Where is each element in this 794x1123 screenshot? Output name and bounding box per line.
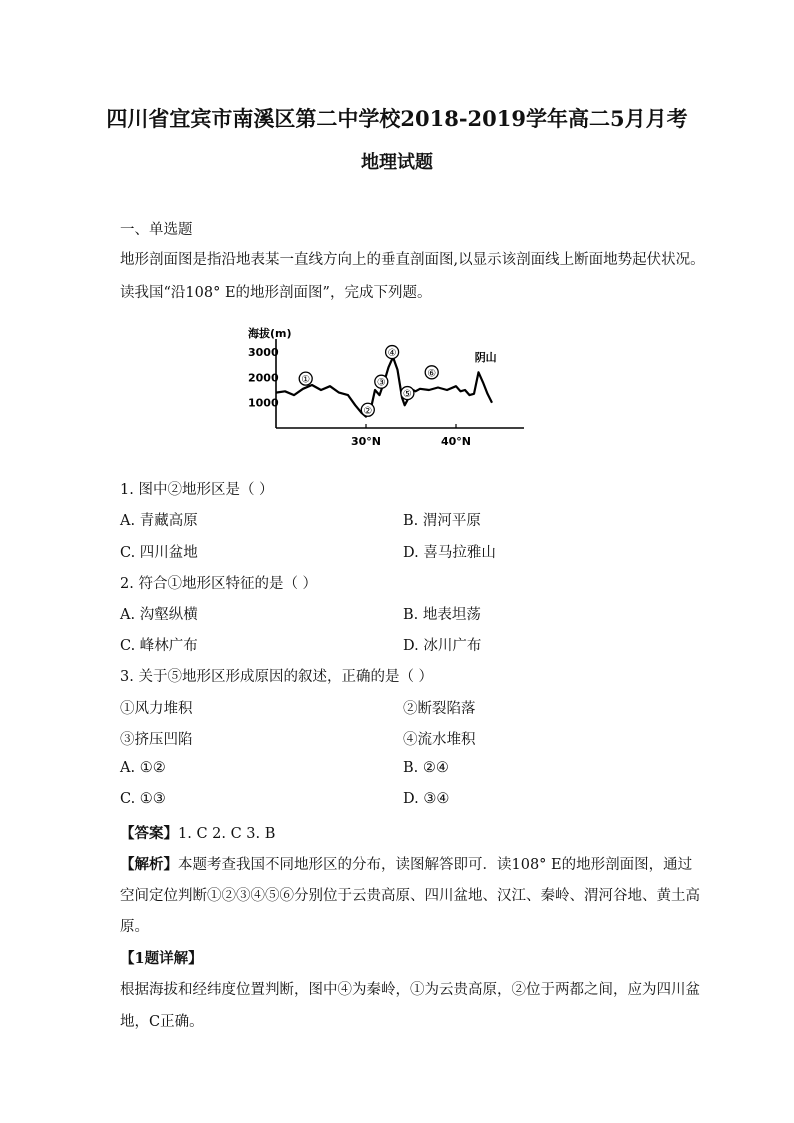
y-tick-label: 3000 (248, 346, 279, 360)
question-3-statement-4: ④流水堆积 (403, 732, 476, 748)
detail-line-1: 根据海拔和经纬度位置判断，图中④为秦岭，①为云贵高原，②位于两都之间，应为四川盆 (120, 982, 700, 998)
question-2-option-d: D. 冰川广布 (403, 638, 482, 654)
question-2-option-b: B. 地表坦荡 (403, 607, 481, 623)
analysis-label: 【解析】 (120, 856, 178, 873)
annotation-yinshan: 阴山 (474, 350, 497, 364)
analysis-text-1: 本题考查我国不同地形区的分布，读图解答即可．读108° E的地形剖面图，通过 (178, 857, 693, 873)
y-axis-label: 海拔(m) (248, 327, 292, 340)
document-subtitle: 地理试题 (361, 152, 433, 173)
question-1-option-a: A. 青藏高原 (120, 513, 198, 529)
question-3-statement-3: ③挤压凹陷 (120, 732, 193, 748)
question-3-option-d: D. ③④ (403, 791, 450, 807)
x-tick-label: 40°N (440, 435, 472, 448)
section-heading: 一、单选题 (120, 222, 193, 238)
question-1-option-c: C. 四川盆地 (120, 545, 198, 561)
question-3-stem: 3. 关于⑤地形区形成原因的叙述，正确的是（ ） (120, 669, 434, 685)
answer-text: 1. C 2. C 3. B (178, 826, 276, 842)
answer-line (120, 822, 275, 843)
question-3-option-c: C. ①③ (120, 791, 166, 807)
analysis-line-3: 原。 (120, 919, 149, 935)
intro-line-1: 地形剖面图是指沿地表某一直线方向上的垂直剖面图,以显示该剖面线上断面地势起伏状况。 (120, 252, 705, 268)
profile-marker-label: ⑥ (427, 368, 437, 380)
question-2-stem: 2. 符合①地形区特征的是（ ） (120, 576, 318, 592)
question-3-option-a: A. ①② (120, 760, 166, 776)
question-3-statement-2: ②断裂陷落 (403, 701, 476, 717)
profile-marker-label: ④ (387, 348, 397, 360)
analysis-line-1 (120, 853, 692, 874)
profile-marker-label: ③ (376, 377, 386, 389)
profile-marker-label: ⑤ (402, 389, 412, 401)
profile-marker-label: ② (363, 405, 373, 417)
y-tick-label: 2000 (248, 371, 279, 385)
detail-heading: 【1题详解】 (120, 950, 203, 967)
analysis-line-2: 空间定位判断①②③④⑤⑥分别位于云贵高原、四川盆地、汉江、秦岭、渭河谷地、黄土高 (120, 888, 700, 904)
question-2-option-c: C. 峰林广布 (120, 638, 198, 654)
detail-line-2: 地，C正确。 (120, 1014, 204, 1030)
x-tick-label: 30°N (350, 435, 382, 448)
terrain-profile-chart (240, 323, 530, 455)
question-2-option-a: A. 沟壑纵横 (120, 607, 198, 623)
question-1-option-b: B. 渭河平原 (403, 513, 481, 529)
question-1-option-d: D. 喜马拉雅山 (403, 545, 496, 561)
question-1-stem: 1. 图中②地形区是（ ） (120, 482, 274, 498)
intro-line-2: 读我国“沿108° E的地形剖面图”，完成下列题。 (120, 285, 432, 301)
answer-label: 【答案】 (120, 825, 178, 842)
profile-marker-label: ① (301, 374, 311, 386)
question-3-statement-1: ①风力堆积 (120, 701, 193, 717)
question-3-option-b: B. ②④ (403, 760, 449, 776)
y-tick-label: 1000 (248, 396, 279, 410)
document-title: 四川省宜宾市南溪区第二中学校2018-2019学年高二5月月考 (106, 106, 688, 131)
